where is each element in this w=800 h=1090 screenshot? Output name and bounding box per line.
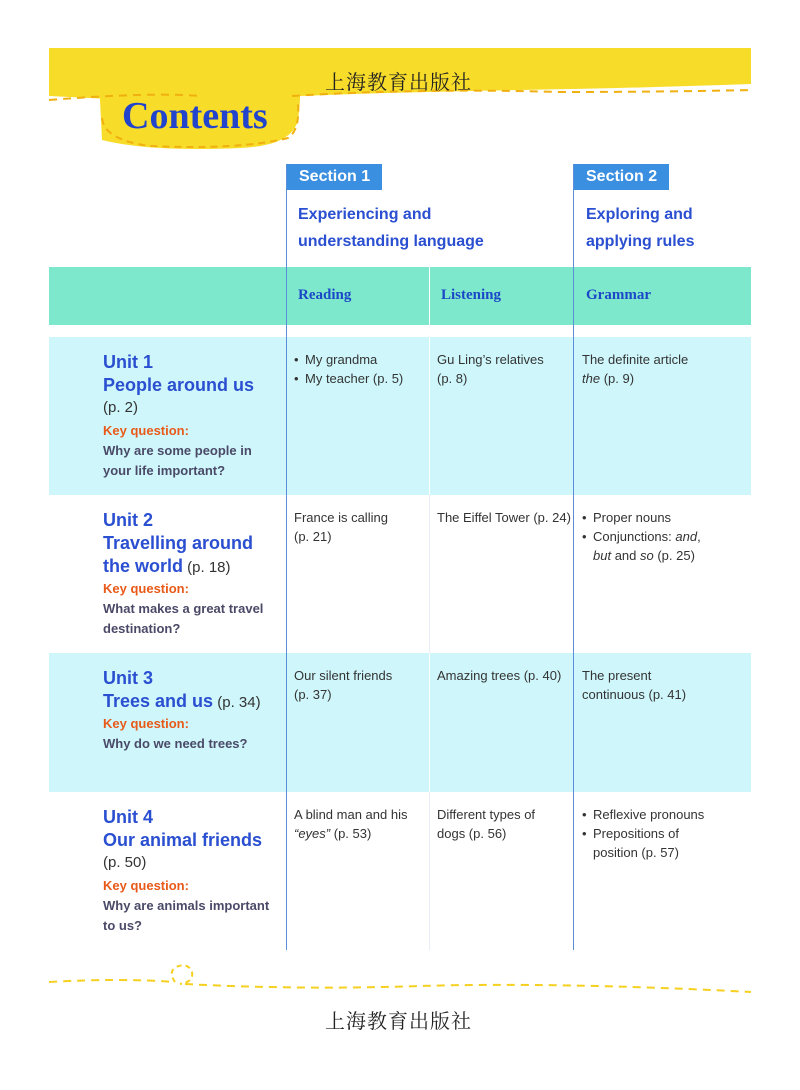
unit-3-label: Unit 3 bbox=[103, 668, 154, 688]
publisher-watermark-top: 上海教育出版社 bbox=[325, 70, 472, 94]
list-item: • My teacher (p. 5) bbox=[294, 369, 424, 388]
unit-2-summary bbox=[103, 509, 283, 639]
unit-1-reading bbox=[294, 350, 424, 388]
unit-2-key-question-label: Key question: bbox=[103, 581, 189, 596]
divider-reading-listening-rows-2 bbox=[429, 495, 430, 653]
unit-4-key-question-label: Key question: bbox=[103, 878, 189, 893]
divider-reading-listening-rows-4 bbox=[429, 792, 430, 950]
unit-1-key-question-label: Key question: bbox=[103, 423, 189, 438]
section-1-tab: Section 1 bbox=[287, 164, 382, 190]
unit-3-key-question: Why do we need trees? bbox=[103, 736, 248, 751]
bottom-dashed-decoration bbox=[0, 958, 800, 1002]
unit-1-summary bbox=[103, 351, 283, 481]
unit-1-listening: Gu Ling’s relatives (p. 8) bbox=[437, 352, 544, 386]
unit-4-page: (p. 50) bbox=[103, 854, 147, 871]
unit-1-page: (p. 2) bbox=[103, 399, 139, 416]
publisher-watermark-bottom: 上海教育出版社 bbox=[325, 1009, 472, 1033]
section-1-description: Experiencing and understanding language bbox=[298, 206, 484, 250]
unit-2-grammar bbox=[582, 508, 742, 565]
list-item: • My grandma bbox=[294, 350, 424, 369]
list-item: • Prepositions of position (p. 57) bbox=[582, 824, 742, 862]
list-item: • Conjunctions: and, but and so (p. 25) bbox=[582, 527, 742, 565]
unit-3-reading: Our silent friends (p. 37) bbox=[294, 668, 393, 702]
section-2-description: Exploring and applying rules bbox=[586, 206, 695, 250]
unit-3-listening: Amazing trees (p. 40) bbox=[437, 668, 562, 683]
unit-1-label: Unit 1 bbox=[103, 352, 154, 372]
unit-2-title-line1: Travelling around bbox=[103, 533, 254, 553]
unit-3-grammar: The present continuous (p. 41) bbox=[582, 668, 687, 702]
unit-1-key-question: Why are some people in your life important? bbox=[103, 443, 252, 478]
divider-reading-listening bbox=[429, 267, 430, 325]
unit-4-title: Our animal friends bbox=[103, 830, 263, 850]
unit-2-title-line2: the world (p. 18) bbox=[103, 556, 231, 576]
unit-2-key-question: What makes a great travel destination? bbox=[103, 601, 264, 636]
column-header-grammar: Grammar bbox=[586, 287, 651, 303]
unit-1-grammar: The definite article the (p. 9) bbox=[582, 352, 689, 386]
unit-1-title: People around us bbox=[103, 375, 255, 395]
unit-2-page: (p. 18) bbox=[183, 559, 231, 576]
unit-2-reading: France is calling (p. 21) bbox=[294, 510, 388, 544]
list-item: • Proper nouns bbox=[582, 508, 742, 527]
unit-3-summary bbox=[103, 667, 283, 754]
unit-4-reading: A blind man and his “eyes” (p. 53) bbox=[294, 807, 408, 841]
section-2-tab: Section 2 bbox=[574, 164, 669, 190]
unit-3-key-question-label: Key question: bbox=[103, 716, 189, 731]
divider-section-2 bbox=[573, 164, 574, 950]
list-item: • Reflexive pronouns bbox=[582, 805, 742, 824]
column-header-reading: Reading bbox=[298, 287, 352, 303]
column-header-listening: Listening bbox=[441, 287, 502, 303]
unit-4-grammar bbox=[582, 805, 742, 862]
unit-2-label: Unit 2 bbox=[103, 510, 154, 530]
unit-3-title: Trees and us (p. 34) bbox=[103, 691, 261, 711]
unit-3-page: (p. 34) bbox=[213, 694, 261, 711]
page-title: Contents bbox=[122, 95, 268, 137]
unit-4-key-question: Why are animals important to us? bbox=[103, 898, 270, 933]
unit-4-listening: Different types of dogs (p. 56) bbox=[437, 807, 536, 841]
divider-section-1 bbox=[286, 164, 287, 950]
unit-4-label: Unit 4 bbox=[103, 807, 154, 827]
unit-2-listening: The Eiffel Tower (p. 24) bbox=[437, 510, 571, 525]
unit-4-summary bbox=[103, 806, 283, 936]
